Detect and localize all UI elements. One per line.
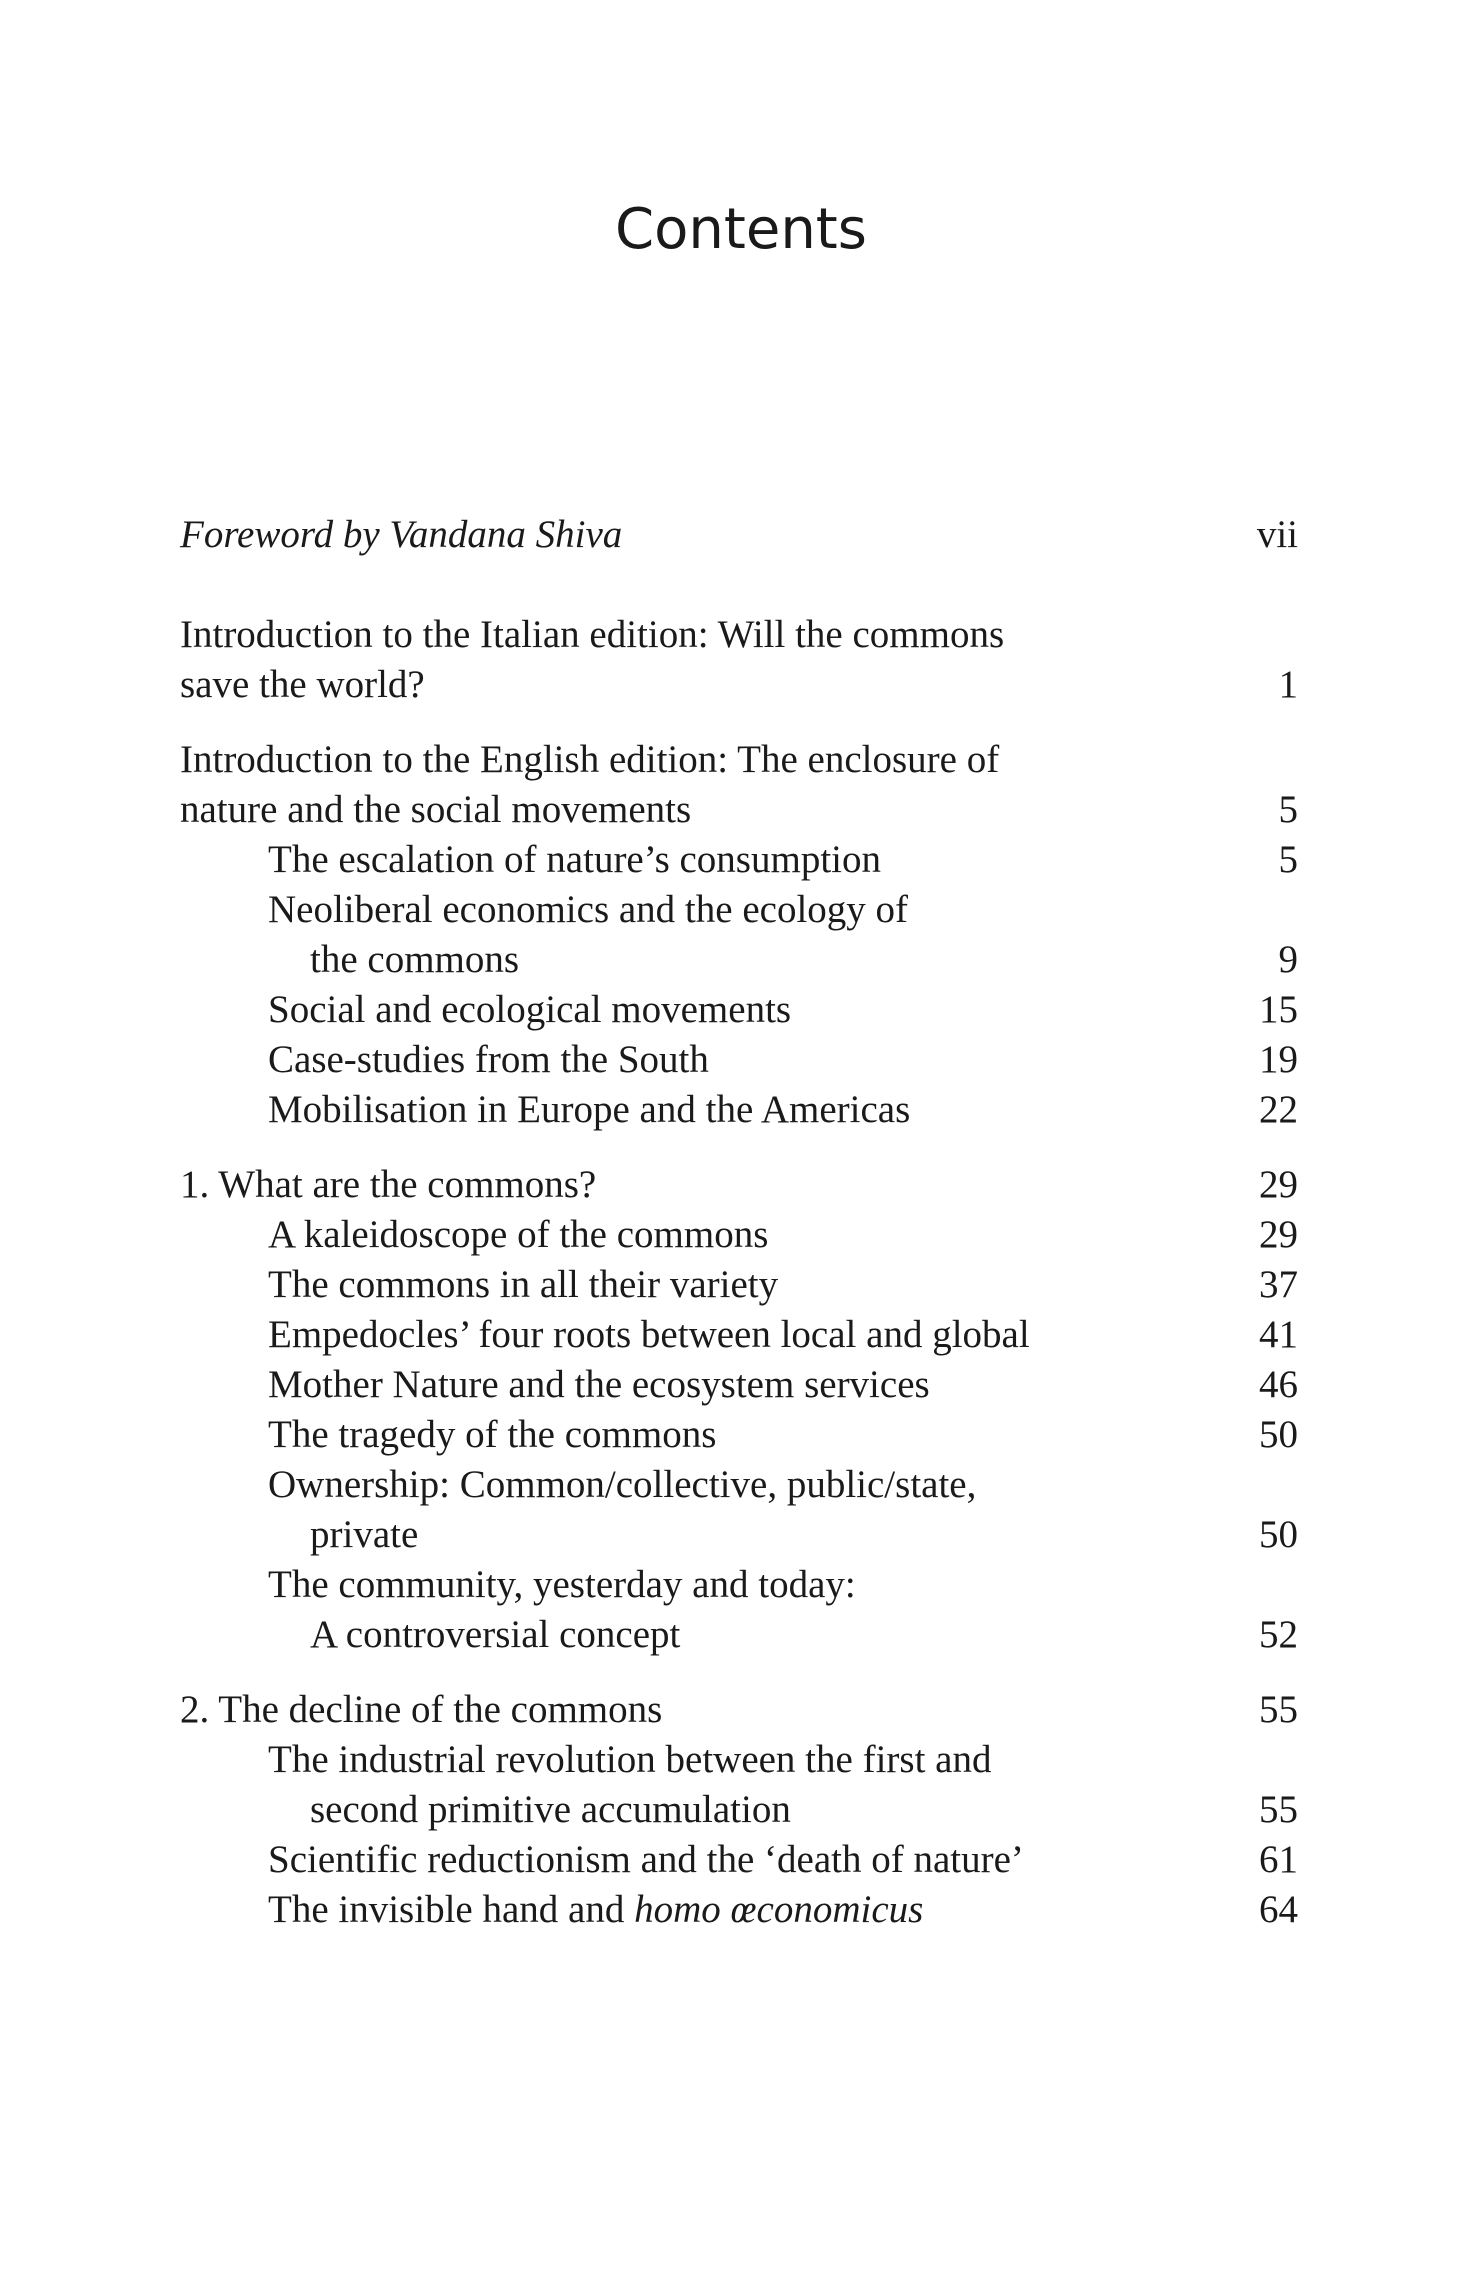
toc-entry-text: Mother Nature and the ecosystem services: [268, 1363, 930, 1406]
toc-entry-text-italic: homo œconomicus: [634, 1888, 924, 1931]
toc-page-number: 61: [1259, 1838, 1298, 1881]
toc-entry-text: Introduction to the English edition: The enclosure of: [180, 738, 1000, 781]
toc-entry-text: second primitive accumulation: [310, 1788, 791, 1831]
toc-page-number: 5: [1278, 788, 1298, 831]
toc-page-number: 46: [1259, 1363, 1298, 1406]
toc-entry-chapter-2: [180, 1685, 1298, 1735]
toc-page-number: 29: [1259, 1163, 1298, 1206]
toc-subentry: [268, 1460, 1298, 1510]
toc-entry-text: The tragedy of the commons: [268, 1413, 717, 1456]
toc-entry-text: private: [310, 1513, 419, 1556]
toc-page-number: 15: [1259, 988, 1298, 1031]
toc-page-number: 19: [1259, 1038, 1298, 1081]
toc-page-number: 9: [1278, 938, 1298, 981]
toc-entry-text: Neoliberal economics and the ecology of: [268, 888, 909, 931]
toc-subentry: [268, 885, 1298, 935]
toc-entry-chapter-1: [180, 1160, 1298, 1210]
toc-page-number: 52: [1259, 1613, 1298, 1656]
toc-page-number: 22: [1259, 1088, 1298, 1131]
toc-entry-text: A kaleidoscope of the commons: [268, 1213, 769, 1256]
toc-subentry: [268, 1310, 1298, 1360]
toc-entry-text: Ownership: Common/collective, public/state,: [268, 1463, 977, 1506]
toc-page-number: 50: [1259, 1513, 1298, 1556]
toc-subentry: [268, 1260, 1298, 1310]
toc-entry-text: [268, 1885, 923, 1935]
toc-entry-intro-italian: [180, 610, 1298, 660]
toc-entry-text: 1. What are the commons?: [180, 1163, 597, 1206]
toc-subentry: [268, 1560, 1298, 1610]
toc-entry-text: save the world?: [180, 663, 425, 706]
toc-subentry: [268, 1360, 1298, 1410]
toc-entry-text: The commons in all their variety: [268, 1263, 779, 1306]
toc-entry-text-prefix: The invisible hand and: [268, 1888, 635, 1931]
toc-page-number: 50: [1259, 1413, 1298, 1456]
toc-subentry: [268, 1210, 1298, 1260]
toc-entry-intro-italian-cont: [180, 660, 1298, 710]
toc-entry-text: Foreword by Vandana Shiva: [180, 513, 623, 556]
toc-entry-text: 2. The decline of the commons: [180, 1688, 663, 1731]
toc-subentry-cont: [310, 1510, 1298, 1560]
toc-subentry: [268, 1085, 1298, 1135]
toc-entry-intro-english: [180, 735, 1298, 785]
toc-page-number: 5: [1278, 838, 1298, 881]
toc-page-number: 41: [1259, 1313, 1298, 1356]
toc-entry-text: A controversial concept: [310, 1613, 681, 1656]
toc-page-number: 1: [1278, 663, 1298, 706]
toc-subentry: [268, 1885, 1298, 1935]
toc-page-number: 29: [1259, 1213, 1298, 1256]
toc-subentry: [268, 985, 1298, 1035]
toc-subentry-cont: [310, 1610, 1298, 1660]
toc-page-number: 64: [1259, 1888, 1298, 1931]
toc-page-number: 37: [1259, 1263, 1298, 1306]
toc-entry-text: Empedocles’ four roots between local and global: [268, 1313, 1030, 1356]
toc-entry-text: The community, yesterday and today:: [268, 1563, 856, 1606]
toc-entry-text: Social and ecological movements: [268, 988, 792, 1031]
toc-entry-text: Mobilisation in Europe and the Americas: [268, 1088, 911, 1131]
toc-entry-text: the commons: [310, 938, 520, 981]
toc-subentry: [268, 1835, 1298, 1885]
toc-page-number: 55: [1259, 1688, 1298, 1731]
toc-entry-text: Scientific reductionism and the ‘death of nature’: [268, 1838, 1024, 1881]
toc-entry-foreword: [180, 510, 1298, 560]
toc-entry-text: nature and the social movements: [180, 788, 692, 831]
toc-subentry-cont: [310, 935, 1298, 985]
toc-subentry: [268, 835, 1298, 885]
toc-subentry: [268, 1735, 1298, 1785]
toc-subentry: [268, 1035, 1298, 1085]
toc-subentry-cont: [310, 1785, 1298, 1835]
toc-subentry: [268, 1410, 1298, 1460]
page-title: Contents: [615, 197, 867, 262]
toc-entry-text: The escalation of nature’s consumption: [268, 838, 881, 881]
toc-page-number: 55: [1259, 1788, 1298, 1831]
toc-entry-text: Case-studies from the South: [268, 1038, 709, 1081]
toc-entry-text: Introduction to the Italian edition: Will the commons: [180, 613, 1005, 656]
toc-entry-intro-english-cont: [180, 785, 1298, 835]
toc-page-number: vii: [1256, 513, 1298, 556]
toc-entry-text: The industrial revolution between the first and: [268, 1738, 992, 1781]
